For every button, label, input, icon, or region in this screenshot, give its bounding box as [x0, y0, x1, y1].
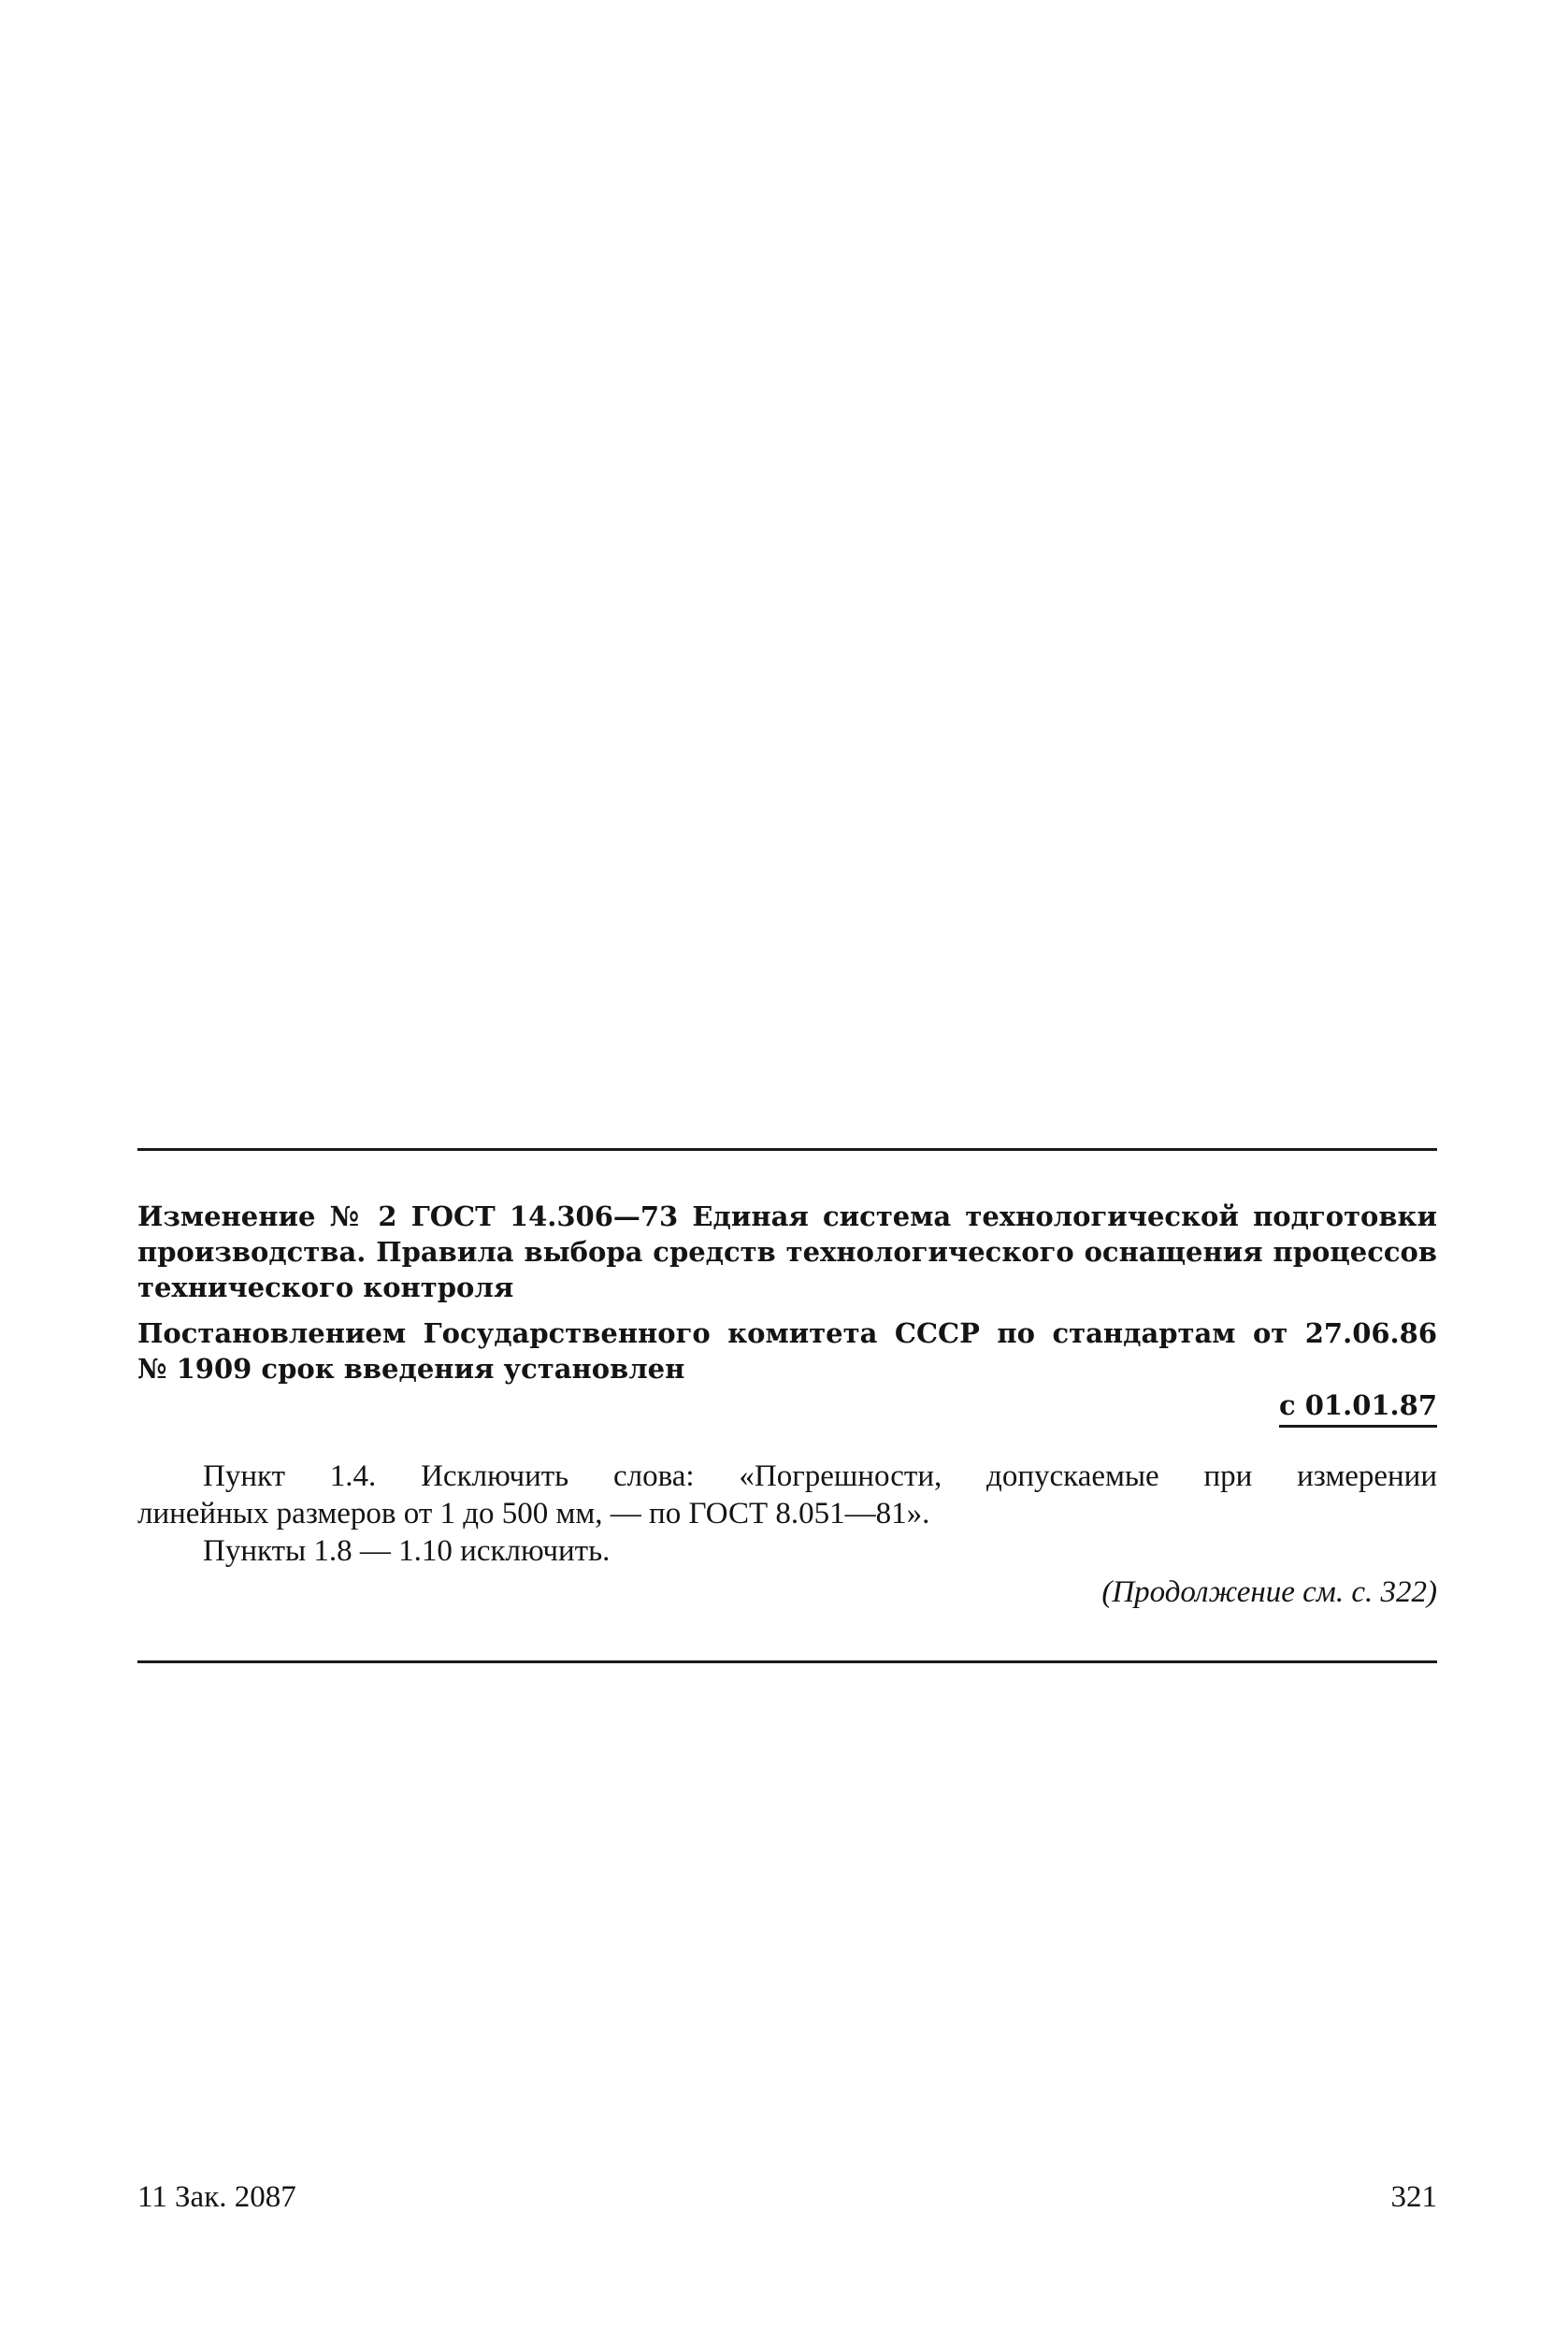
paragraph-clauses-1-8-1-10 [137, 1532, 1437, 1570]
title-line: производства. Правила выбора средств технологического оснащения процессов [137, 1236, 1437, 1268]
continued-note-text: (Продолжение см. с. 322) [1101, 1575, 1437, 1609]
resolution-line: № 1909 срок введения установлен [137, 1353, 685, 1385]
paragraph-line: Пункты 1.8 — 1.10 исключить. [203, 1534, 611, 1568]
resolution-line: Постановлением Государственного комитета СССР по стандартам от 27.06.86 [137, 1317, 1437, 1349]
resolution-text [137, 1315, 1437, 1387]
order-number: 11 Зак. 2087 [137, 2180, 296, 2214]
paragraph-clause-1-4 [137, 1458, 1437, 1532]
amendment-title [137, 1199, 1437, 1305]
paragraph-line: Пункт 1.4. Исключить слова: «Погрешности, допускаемые при измерении [203, 1459, 1437, 1493]
bottom-divider [137, 1660, 1437, 1663]
title-line: технического контроля [137, 1272, 514, 1303]
top-divider [137, 1148, 1437, 1151]
continued-note [137, 1573, 1437, 1611]
title-line: Изменение № 2 ГОСТ 14.306—73 Единая система технологической подготовки [137, 1200, 1437, 1232]
effective-date: с 01.01.87 [1279, 1387, 1437, 1428]
page-number: 321 [1390, 2180, 1437, 2214]
paragraph-line: линейных размеров от 1 до 500 мм, — по ГОСТ 8.051—81». [137, 1497, 930, 1530]
effective-date-block [137, 1387, 1437, 1428]
